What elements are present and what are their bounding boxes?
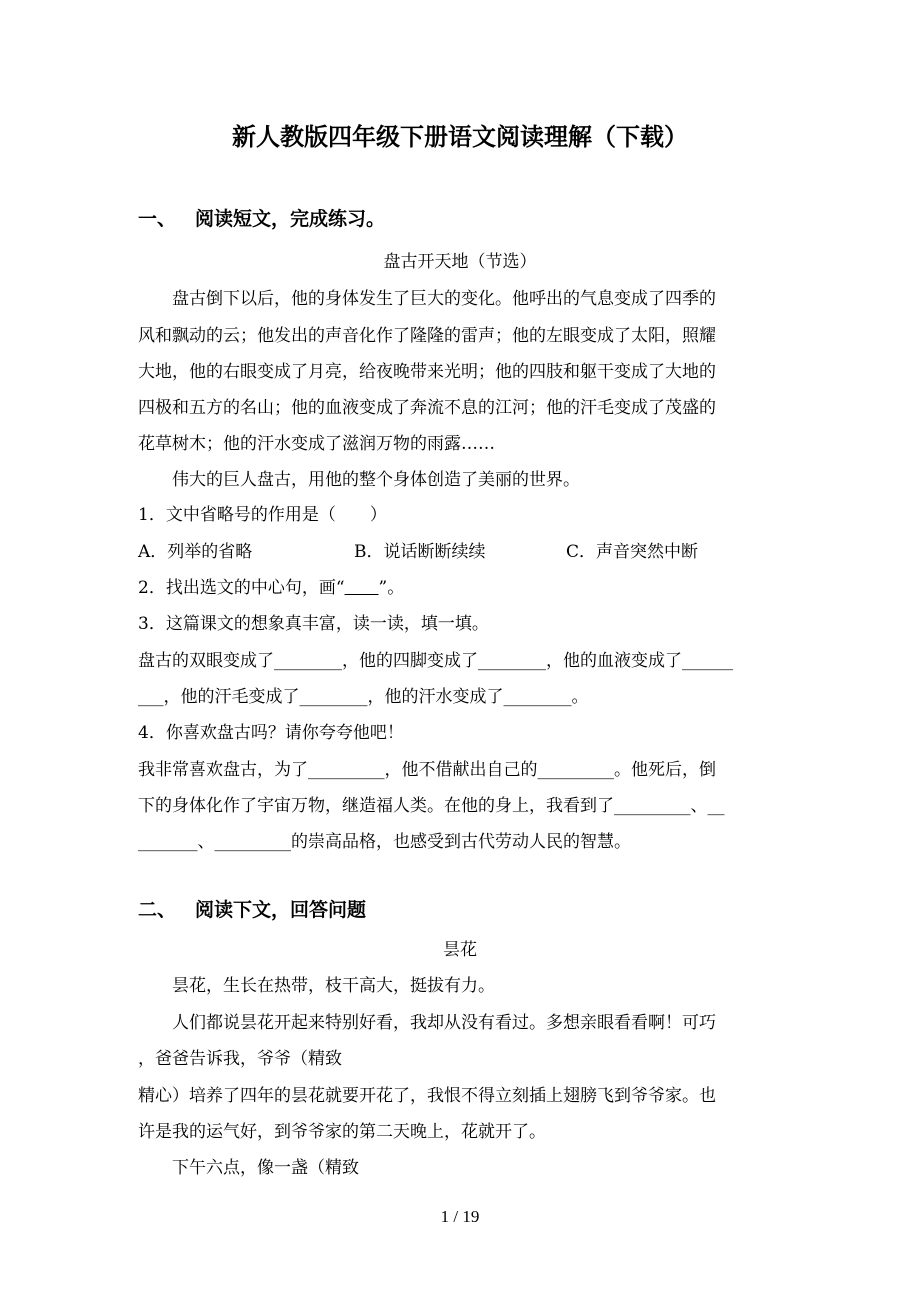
passage-2-line: 下午六点，像一盏（精致: [172, 1158, 359, 1178]
section-1-number: 一、: [138, 208, 177, 230]
question-1-option-c: C．声音突然中断: [566, 542, 699, 562]
document-title: 新人教版四年级下册语文阅读理解（下载）: [232, 123, 688, 151]
question-4-fill-line: _______、_________的崇高品格，也感受到古代劳动人民的智慧。: [138, 832, 631, 852]
passage-1-line: 盘古倒下以后，他的身体发生了巨大的变化。他呼出的气息变成了四季的: [172, 289, 716, 309]
passage-2-line: ，爸爸告诉我，爷爷（精致: [138, 1049, 342, 1069]
question-4: 4．你喜欢盘古吗？请你夸夸他吧！: [138, 723, 404, 743]
passage-2-line: 昙花，生长在热带，枝干高大，挺拔有力。: [172, 976, 495, 996]
question-2-prefix: 2．找出选文的中心句，画“: [138, 578, 345, 598]
question-1-option-b: B．说话断断续续: [354, 542, 486, 562]
section-2-title: 阅读下文，回答问题: [195, 899, 367, 921]
section-2-number: 二、: [138, 899, 177, 921]
passage-1-line: 大地，他的右眼变成了月亮，给夜晚带来光明；他的四肢和躯干变成了大地的: [138, 362, 716, 382]
passage-2-line: 精心）培养了四年的昙花就要开花了，我恨不得立刻插上翅膀飞到爷爷家。也: [138, 1086, 716, 1106]
passage-1-line: 四极和五方的名山；他的血液变成了奔流不息的江河；他的汗毛变成了茂盛的: [138, 398, 716, 418]
question-3: 3．这篇课文的想象真丰富，读一读，填一填。: [138, 614, 489, 634]
question-2-suffix: ”。: [378, 578, 405, 598]
question-2: [138, 576, 788, 600]
section-2-heading: [138, 896, 366, 924]
question-3-fill-line: 盘古的双眼变成了________，他的四脚变成了________，他的血液变成了______: [138, 651, 733, 671]
passage-1-line: 伟大的巨人盘古，用他的整个身体创造了美丽的世界。: [172, 470, 580, 490]
passage-1-line: 花草树木；他的汗水变成了滋润万物的雨露……: [138, 434, 495, 454]
passage-1-title: 盘古开天地（节选）: [383, 252, 537, 272]
question-3-fill-line: ___，他的汗毛变成了________，他的汗水变成了________。: [138, 687, 589, 707]
passage-2-title: 昙花: [443, 940, 477, 960]
passage-2-line: 人们都说昙花开起来特别好看，我却从没有看过。多想亲眼看看啊！可巧: [172, 1013, 716, 1033]
page-number: 1 / 19: [440, 1207, 480, 1226]
question-4-fill-line: 我非常喜欢盘古，为了_________，他不借献出自己的_________。他死后，倒: [138, 760, 716, 780]
question-1: 1．文中省略号的作用是（ ）: [138, 505, 387, 525]
question-2-blank: [345, 578, 379, 598]
question-4-fill-line: 下的身体化作了宇宙万物，继造福人类。在他的身上，我看到了_________、__: [138, 796, 725, 816]
section-1-title: 阅读短文，完成练习。: [195, 208, 386, 230]
passage-1-line: 风和飘动的云；他发出的声音化作了隆隆的雷声；他的左眼变成了太阳，照耀: [138, 326, 716, 346]
question-1-option-a: A．列举的省略: [138, 542, 253, 562]
passage-2-line: 许是我的运气好，到爷爷家的第二天晚上，花就开了。: [138, 1122, 546, 1142]
section-1-heading: [138, 205, 385, 233]
